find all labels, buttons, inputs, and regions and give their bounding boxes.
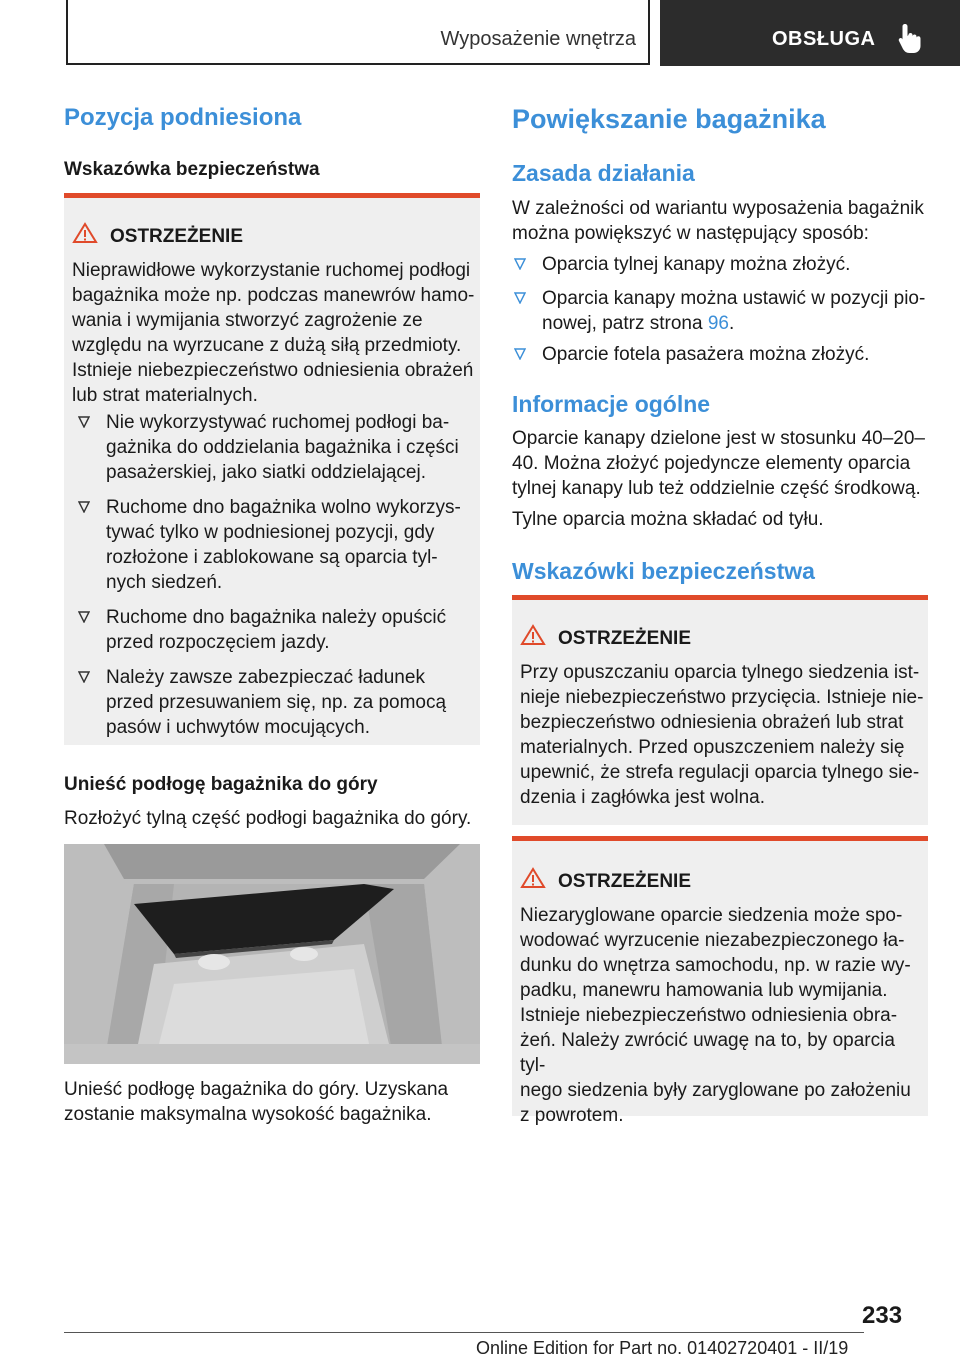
list-item bbox=[78, 495, 474, 595]
principle-text bbox=[512, 196, 932, 246]
warning-text-line: wodować wyrzucenie niezabezpieczonego ła- bbox=[520, 930, 905, 951]
list-item-line: Należy zawsze zabezpieczać ładunek bbox=[106, 667, 425, 688]
list-item-line: tywać tylko w podniesionej pozycji, gdy bbox=[106, 522, 435, 543]
text-line: tylnej kanapy lub też oddzielnie część środkową. bbox=[512, 478, 921, 499]
page-ref-link[interactable]: 96 bbox=[707, 313, 729, 334]
warning-box-right-1 bbox=[512, 595, 928, 825]
raise-floor-text: Rozłożyć tylną część podłogi bagażnika do góry. bbox=[64, 808, 472, 829]
warning-triangle-icon bbox=[520, 867, 546, 889]
warning-label: OSTRZEŻENIE bbox=[558, 628, 692, 649]
warning-text-line: Niezaryglowane oparcie siedzenia może spo- bbox=[520, 905, 903, 926]
list-item-line: Ruchome dno bagażnika należy opuścić bbox=[106, 607, 447, 628]
warning-text-line: Nieprawidłowe wykorzystanie ruchomej podłogi bbox=[72, 260, 471, 281]
heading-general-info: Informacje ogólne bbox=[512, 391, 711, 417]
warning-box-left bbox=[64, 193, 480, 745]
page-number: 233 bbox=[862, 1302, 903, 1329]
bullet-triangle-icon bbox=[78, 611, 90, 623]
warning-text-line: względu na wyrzucane z dużą siłą przedmioty. bbox=[72, 335, 462, 356]
general-text-2: Tylne oparcia można składać od tyłu. bbox=[512, 509, 824, 530]
list-item-line: Oparcia tylnej kanapy można złożyć. bbox=[542, 254, 851, 275]
header-tab-border bbox=[648, 0, 650, 64]
list-item bbox=[514, 342, 930, 367]
list-item-line: przed rozpoczęciem jazdy. bbox=[106, 632, 330, 653]
bullet-triangle-icon bbox=[78, 501, 90, 513]
header-bottom-rule bbox=[66, 63, 650, 65]
heading-raise-floor: Unieść podłogę bagażnika do góry bbox=[64, 774, 378, 795]
warning-text-line: wania i wymijania stworzyć zagrożenie ze bbox=[72, 310, 423, 331]
section-tab-label: OBSŁUGA bbox=[772, 28, 876, 50]
bullet-triangle-icon bbox=[514, 348, 526, 360]
warning-text-line: nego siedzenia były zaryglowane po założeniu bbox=[520, 1080, 911, 1101]
list-item bbox=[78, 605, 474, 655]
warning-text-line: Istnieje niebezpieczeństwo odniesienia obra- bbox=[520, 1005, 898, 1026]
photo-caption bbox=[64, 1077, 448, 1127]
trunk-illustration bbox=[64, 844, 480, 1064]
bullet-triangle-icon bbox=[78, 416, 90, 428]
list-item-line: Oparcia kanapy można ustawić w pozycji pio- bbox=[542, 288, 926, 309]
bullet-triangle-icon bbox=[514, 258, 526, 270]
list-item bbox=[514, 252, 930, 277]
warning-text-line: materialnych. Przed opuszczeniem należy się bbox=[520, 737, 905, 758]
list-item-line: Ruchome dno bagażnika wolno wykorzys- bbox=[106, 497, 461, 518]
warning-text-line: dzenia i zagłówka jest wolna. bbox=[520, 787, 766, 808]
caption-line: Unieść podłogę bagażnika do góry. Uzyskana bbox=[64, 1079, 449, 1100]
subheading-safety-note: Wskazówka bezpieczeństwa bbox=[64, 159, 320, 180]
footer-rule bbox=[64, 1332, 864, 1333]
warning-triangle-icon bbox=[520, 624, 546, 646]
warning-box-right-2 bbox=[512, 836, 928, 1126]
warning-text-line: padku, manewru hamowania lub wymijania. bbox=[520, 980, 888, 1001]
caption-line: zostanie maksymalna wysokość bagażnika. bbox=[64, 1104, 432, 1125]
section-tab[interactable] bbox=[660, 0, 960, 66]
general-text bbox=[512, 426, 932, 501]
warning-triangle-icon bbox=[72, 222, 98, 244]
punctuation: . bbox=[728, 313, 735, 334]
bullet-triangle-icon bbox=[78, 671, 90, 683]
header-left-rule bbox=[66, 0, 68, 64]
list-item-line: rozłożone i zablokowane są oparcia tyl- bbox=[106, 547, 438, 568]
list-item-line: Nie wykorzystywać ruchomej podłogi ba- bbox=[106, 412, 450, 433]
warning-text-line: dunku do wnętrza samochodu, np. w razie wy- bbox=[520, 955, 911, 976]
warning-text-line: bezpieczeństwo odniesienia obrażeń lub strat bbox=[520, 712, 904, 733]
warning-text-line: żeń. Należy zwrócić uwagę na to, by oparcia tyl- bbox=[520, 1030, 895, 1076]
text-line: można powiększyć w następujący sposób: bbox=[512, 223, 869, 244]
hand-pointer-icon bbox=[896, 22, 924, 54]
trunk-photo bbox=[64, 844, 480, 1064]
list-item-line: przed przesuwaniem się, np. za pomocą bbox=[106, 692, 447, 713]
heading-raised-position: Pozycja podniesiona bbox=[64, 104, 302, 131]
list-item-line: pasów i uchwytów mocujących. bbox=[106, 717, 370, 738]
warning-text-line: Przy opuszczaniu oparcia tylnego siedzenia ist- bbox=[520, 662, 920, 683]
warning-text-line: bagażnika może np. podczas manewrów hamo- bbox=[72, 285, 475, 306]
list-item-line: gażnika do oddzielania bagażnika i części bbox=[106, 437, 459, 458]
heading-safety-notes: Wskazówki bezpieczeństwa bbox=[512, 558, 815, 584]
text-line: W zależności od wariantu wyposażenia bagażnik bbox=[512, 198, 924, 219]
section-title: Wyposażenie wnętrza bbox=[440, 28, 636, 50]
list-item-line: nych siedzeń. bbox=[106, 572, 223, 593]
list-item-line: nowej, patrz strona bbox=[542, 313, 708, 334]
warning-text-line: Istnieje niebezpieczeństwo odniesienia obrażeń bbox=[72, 360, 474, 381]
warning-label: OSTRZEŻENIE bbox=[110, 226, 244, 247]
warning-text-line: upewnić, że strefa regulacji oparcia tylnego sie- bbox=[520, 762, 920, 783]
text-line: Oparcie kanapy dzielone jest w stosunku 40–20– bbox=[512, 428, 925, 449]
list-item bbox=[78, 410, 474, 485]
text-line: 40. Można złożyć pojedyncze elementy oparcia bbox=[512, 453, 911, 474]
list-item bbox=[78, 665, 474, 740]
bullet-triangle-icon bbox=[514, 292, 526, 304]
warning-text-line: z powrotem. bbox=[520, 1105, 624, 1126]
edition-text: Online Edition for Part no. 01402720401 - II/19 bbox=[476, 1338, 849, 1358]
warning-text-line: nieje niebezpieczeństwo przycięcia. Istnieje nie- bbox=[520, 687, 924, 708]
heading-principle: Zasada działania bbox=[512, 160, 695, 186]
warning-text-line: lub strat materialnych. bbox=[72, 385, 258, 406]
list-item-line: Oparcie fotela pasażera można złożyć. bbox=[542, 344, 870, 365]
warning-label: OSTRZEŻENIE bbox=[558, 871, 692, 892]
heading-enlarge-trunk: Powiększanie bagażnika bbox=[512, 104, 826, 134]
list-item-line: pasażerskiej, jako siatki oddzielającej. bbox=[106, 462, 426, 483]
list-item bbox=[514, 286, 930, 336]
